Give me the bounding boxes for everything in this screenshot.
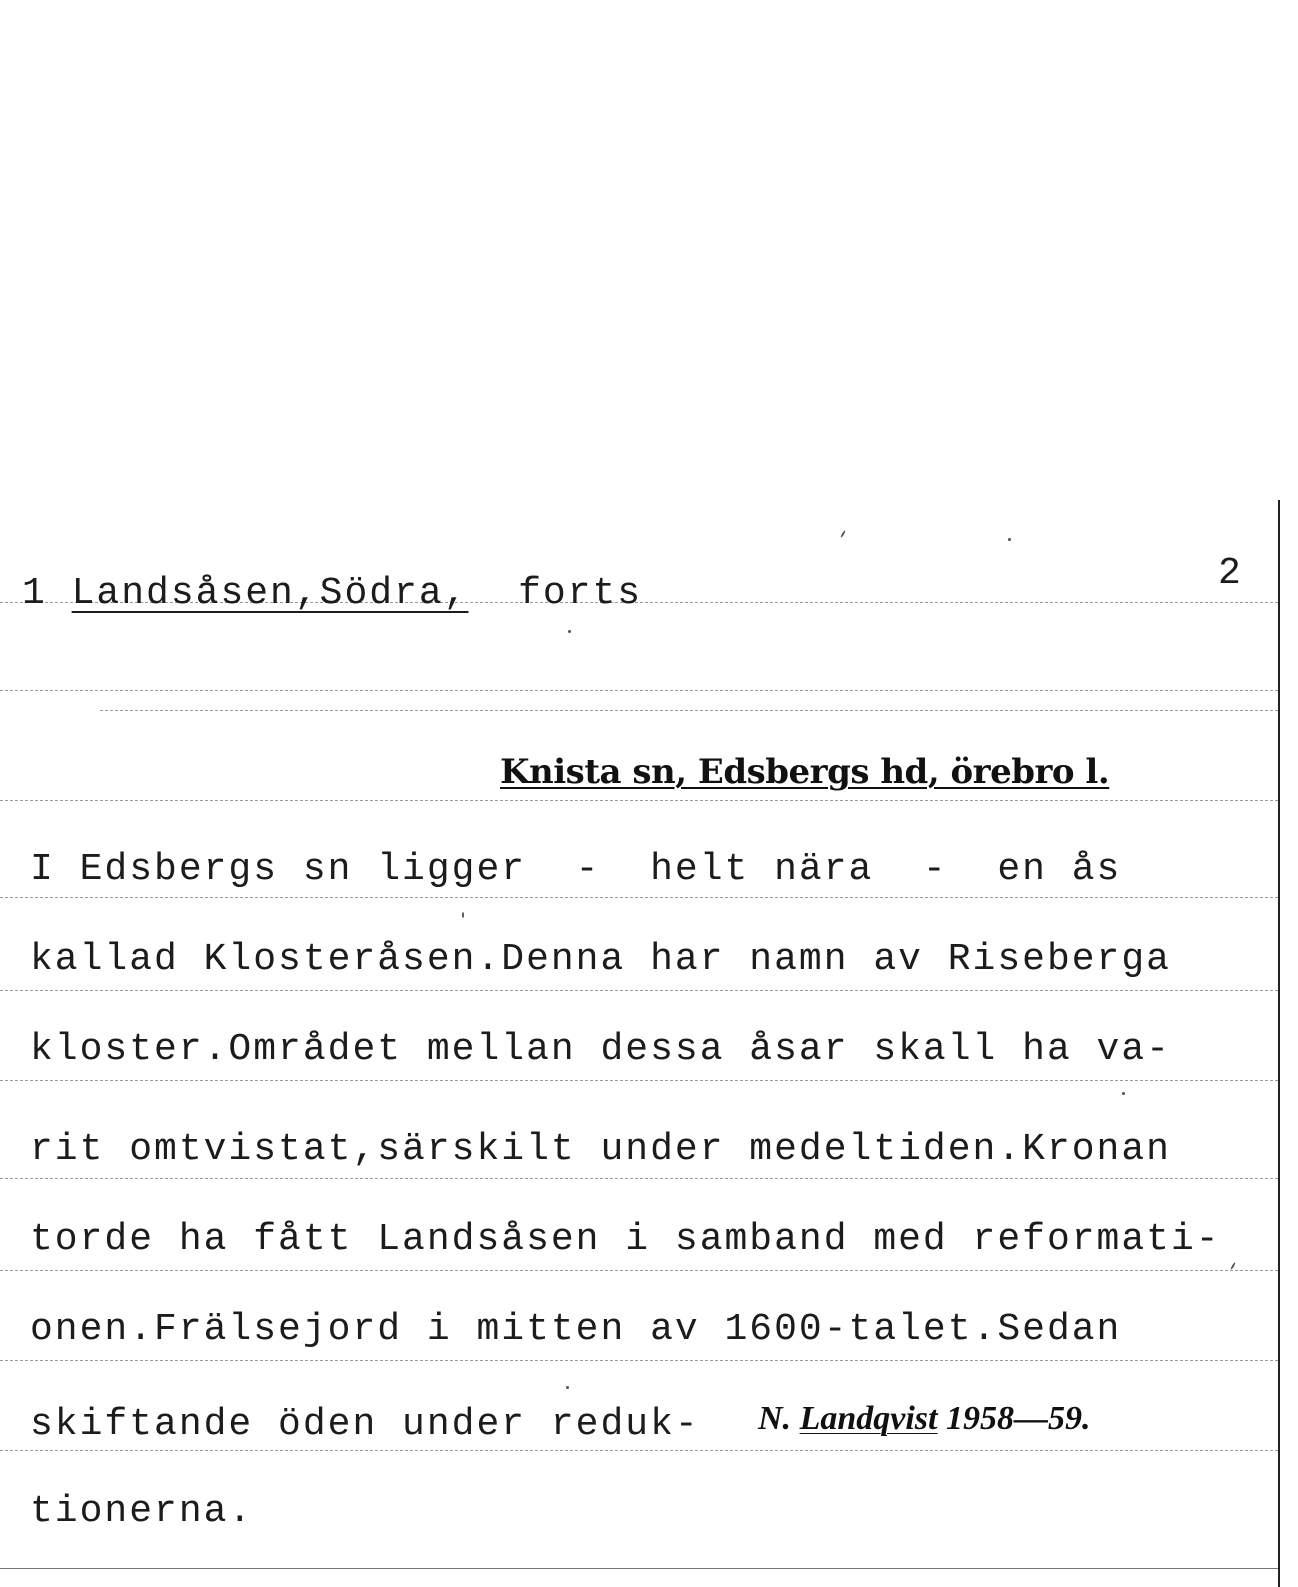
body-line: I Edsbergs sn ligger - helt nära - en ås — [30, 848, 1122, 891]
body-line: torde ha fått Landsåsen i samband med reformati- — [30, 1218, 1221, 1261]
card-rule — [0, 1270, 1278, 1271]
card-rule — [0, 1450, 1278, 1451]
card-title: Landsåsen,Södra, — [71, 572, 469, 615]
body-line: kloster.Området mellan dessa åsar skall ha va- — [30, 1028, 1171, 1071]
scan-speck — [840, 530, 846, 538]
scan-speck — [1230, 1262, 1236, 1270]
card-bottom-rule — [0, 1568, 1278, 1569]
author-initial: N. — [758, 1400, 792, 1437]
card-rule — [0, 897, 1278, 898]
scan-speck — [568, 630, 571, 633]
location-stamp: Knista sn, Edsbergs hd, örebro l. — [500, 752, 1110, 792]
body-line: tionerna. — [30, 1490, 254, 1533]
author-years: 1958—59. — [945, 1400, 1091, 1437]
card-rule — [0, 1080, 1278, 1081]
body-line: onen.Frälsejord i mitten av 1600-talet.Sedan — [30, 1308, 1122, 1351]
scan-speck — [462, 912, 464, 918]
card-rule — [0, 690, 1278, 691]
author-name: Landqvist — [799, 1400, 938, 1437]
scan-speck — [566, 1386, 569, 1389]
card-right-edge — [1278, 500, 1280, 1587]
body-line: skiftande öden under reduk- — [30, 1403, 700, 1446]
card-rule — [0, 800, 1278, 801]
card-rule — [100, 710, 1278, 711]
scan-speck — [1122, 1092, 1125, 1095]
card-rule — [0, 1178, 1278, 1179]
card-number: 1 — [22, 572, 47, 615]
card-header — [22, 572, 642, 615]
card-continued: forts — [518, 572, 643, 615]
page-number: 2 — [1218, 552, 1241, 595]
card-rule — [0, 1360, 1278, 1361]
body-line: rit omtvistat,särskilt under medeltiden.Kronan — [30, 1128, 1171, 1171]
author-stamp — [758, 1400, 1090, 1438]
scan-speck — [1008, 538, 1011, 541]
body-line: kallad Klosteråsen.Denna har namn av Riseberga — [30, 938, 1171, 981]
card-rule — [0, 990, 1278, 991]
